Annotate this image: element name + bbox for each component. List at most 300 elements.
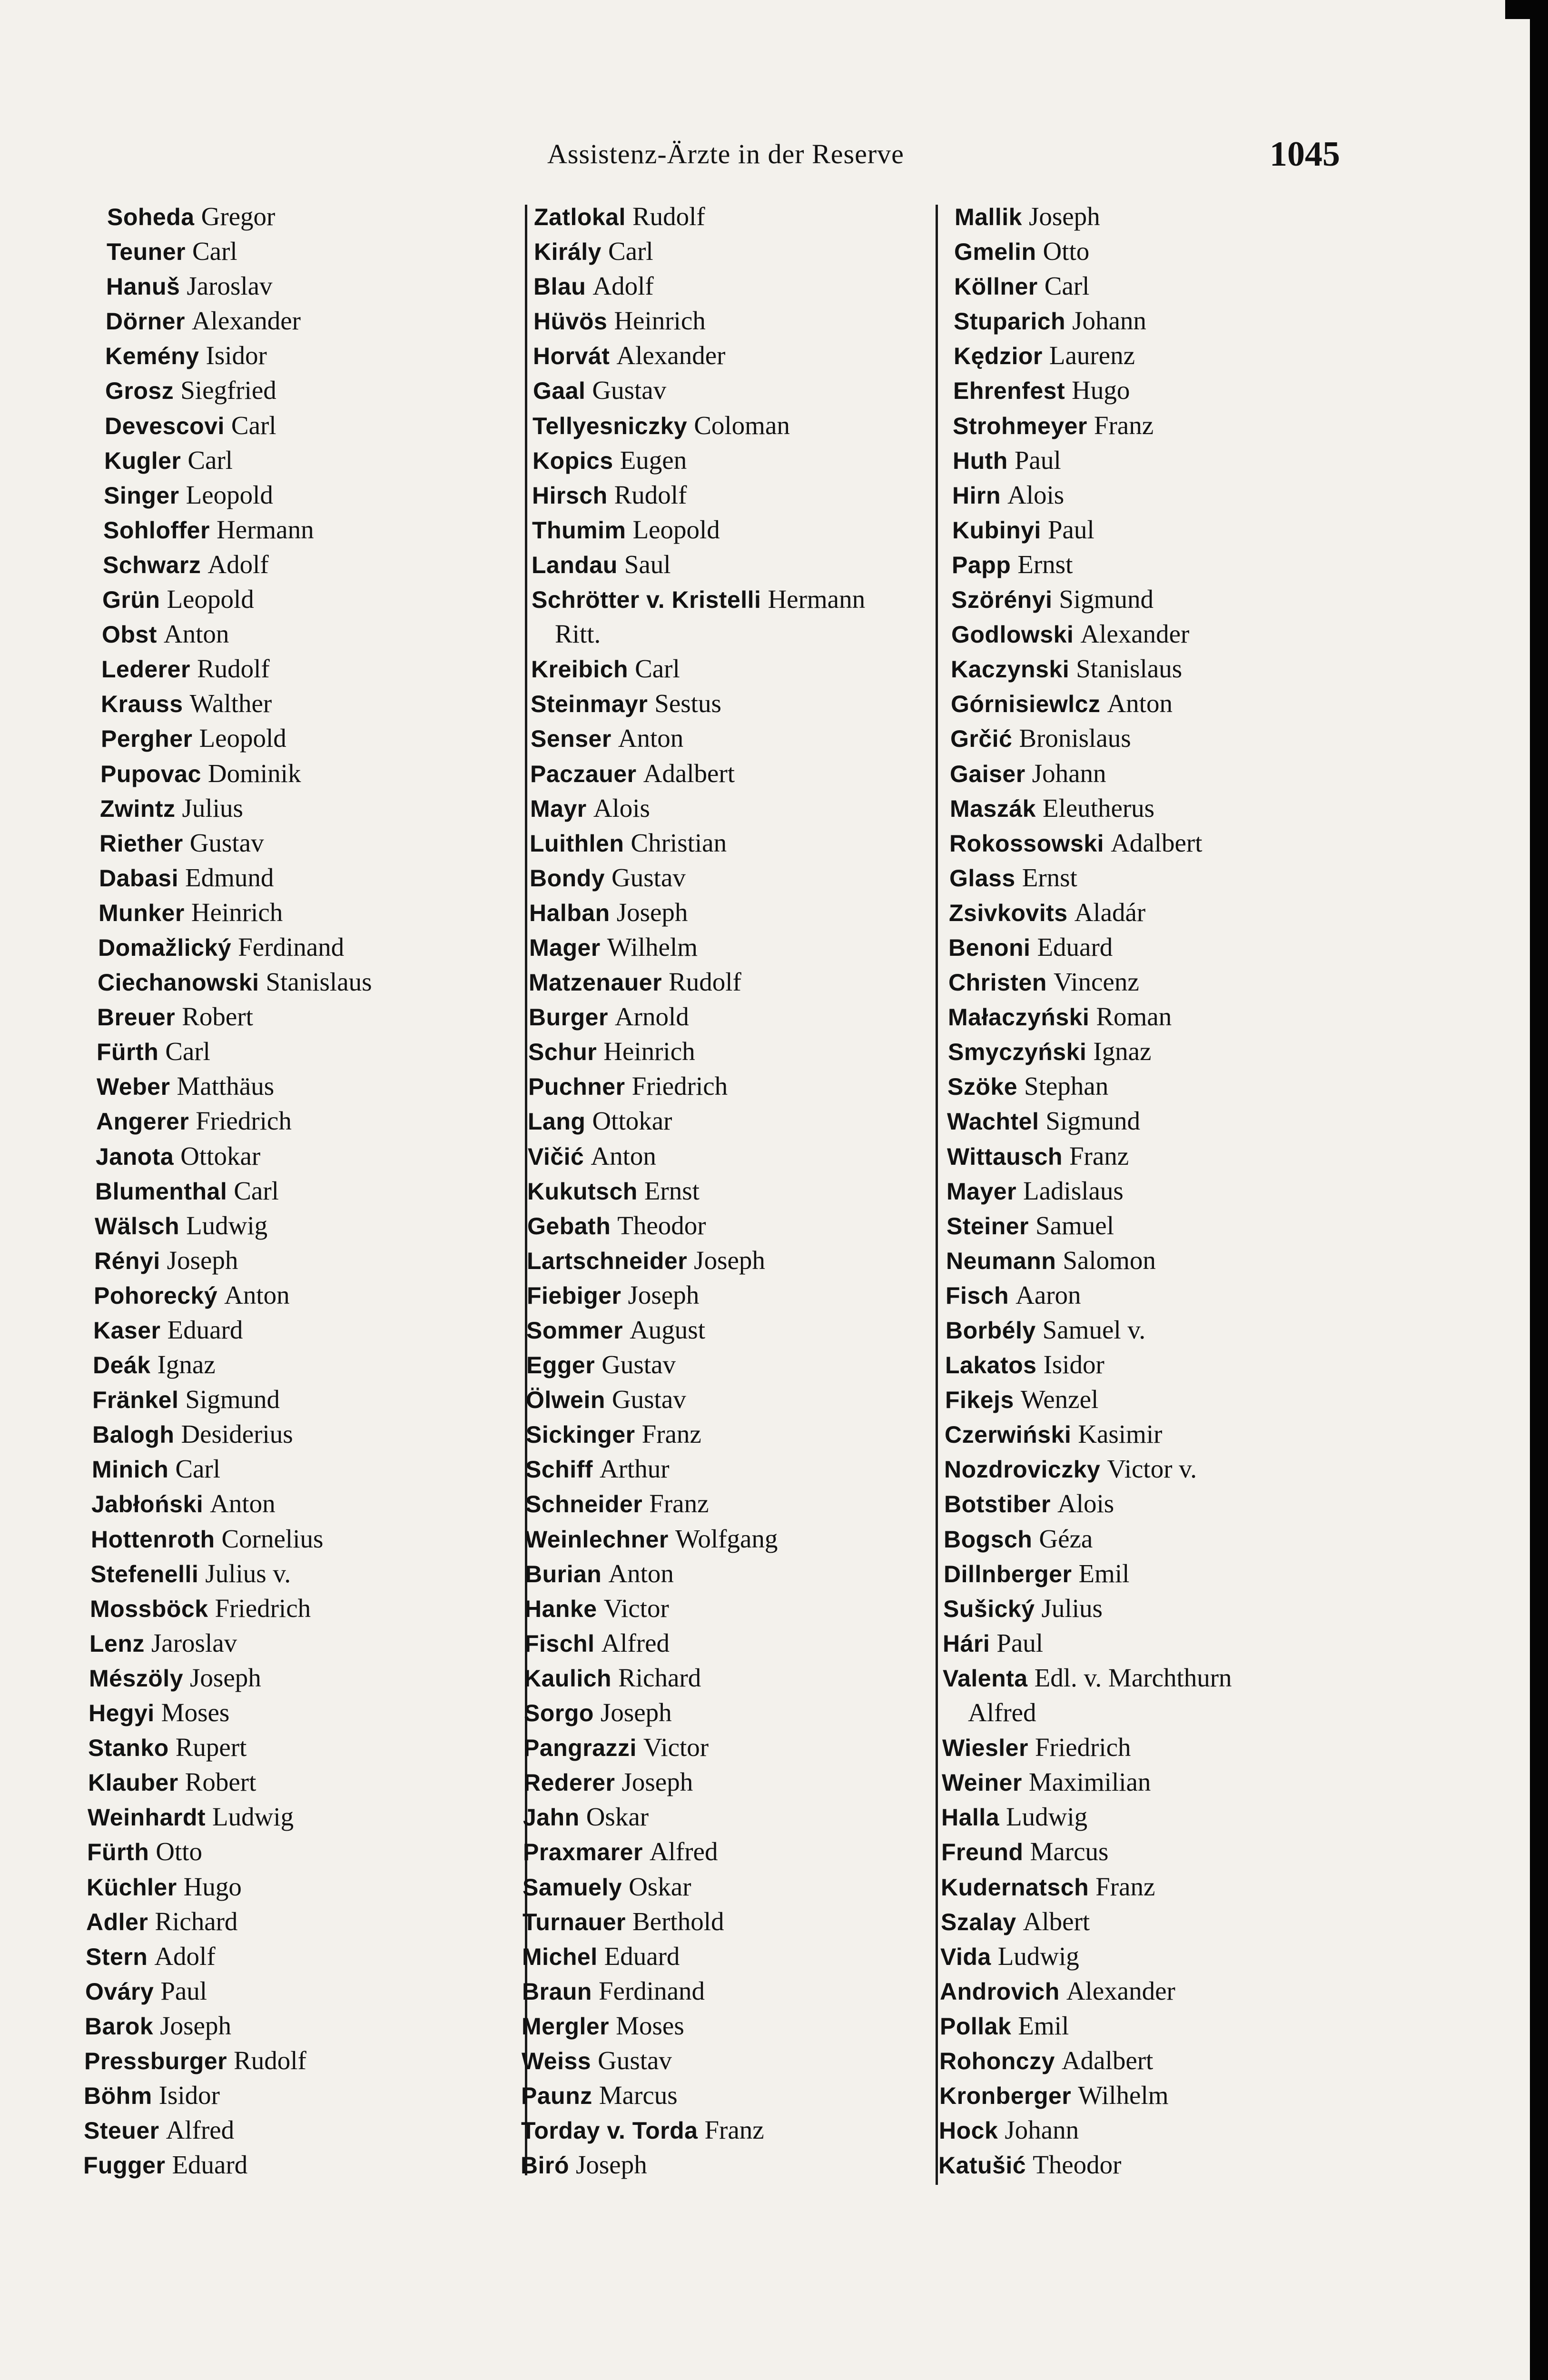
name-entry	[926, 1069, 1504, 1103]
name-entry	[513, 1069, 937, 1103]
surname: Androvich	[940, 1978, 1060, 2005]
surname: Köllner	[954, 273, 1038, 300]
given-name: Wilhelm	[607, 932, 698, 962]
given-name: Carl	[165, 1037, 210, 1066]
name-entry	[85, 2008, 516, 2043]
given-name: Adolf	[207, 549, 269, 579]
name-entry	[924, 1312, 1504, 1347]
name-entry	[929, 616, 1504, 651]
given-name: Anton	[210, 1489, 276, 1518]
surname: Domažlický	[98, 934, 232, 961]
surname: Luithlen	[530, 830, 624, 857]
surname: Grosz	[105, 377, 174, 405]
given-name: Samuel v.	[1042, 1315, 1146, 1344]
surname: Godlowski	[951, 621, 1074, 648]
surname: Michel	[522, 1943, 598, 1970]
given-name: Johann	[1032, 758, 1106, 788]
name-entry	[509, 1660, 937, 1695]
surname: Bogsch	[944, 1526, 1033, 1553]
surname: Sušický	[943, 1595, 1035, 1622]
name-entry	[507, 1939, 937, 1973]
surname: Breuer	[97, 1004, 176, 1031]
name-entry	[104, 477, 516, 512]
surname: Fränkel	[92, 1387, 179, 1414]
surname: Szörényi	[951, 586, 1053, 614]
given-name: August	[630, 1315, 705, 1344]
surname: Samuely	[523, 1874, 622, 1901]
name-entry	[917, 2043, 1504, 2078]
surname: Klauber	[88, 1769, 178, 1796]
name-entry	[95, 1173, 516, 1208]
name-entry	[94, 1243, 516, 1278]
surname: Mossböck	[90, 1595, 208, 1622]
surname: Pressburger	[84, 2047, 227, 2074]
name-entry	[932, 338, 1504, 373]
name-entry	[516, 651, 937, 686]
name-entry	[104, 443, 516, 477]
surname: Pollak	[940, 2013, 1012, 2040]
surname: Fischl	[524, 1630, 595, 1657]
name-entry	[509, 1626, 937, 1660]
name-entry	[89, 1626, 516, 1660]
given-name: Franz	[1095, 1872, 1155, 1901]
surname: Paunz	[521, 2082, 592, 2110]
given-name: Emil	[1018, 2011, 1069, 2040]
surname: Kubinyi	[952, 516, 1041, 544]
given-name: Jaroslav	[187, 271, 273, 301]
name-entry	[922, 1521, 1504, 1556]
name-entry	[517, 477, 937, 512]
given-name: Jaroslav	[151, 1628, 237, 1657]
surname: Zatlokal	[534, 204, 626, 230]
surname: Barok	[85, 2013, 154, 2040]
name-entry	[920, 1730, 1504, 1765]
given-name: Hugo	[1072, 376, 1130, 405]
given-name: Theodor	[1033, 2150, 1122, 2180]
name-entry	[513, 1103, 937, 1138]
surname: Vida	[940, 1943, 991, 1970]
name-entry	[514, 825, 937, 860]
name-entry	[509, 1695, 937, 1730]
name-entry	[506, 2008, 937, 2043]
surname: Freund	[941, 1839, 1024, 1866]
name-entry	[930, 547, 1504, 582]
surname: Janota	[96, 1143, 174, 1170]
name-entry	[106, 268, 516, 303]
name-entry	[101, 686, 516, 721]
given-name: Aladár	[1074, 897, 1146, 927]
name-entry	[507, 1904, 937, 1939]
given-name: Arnold	[614, 1002, 689, 1031]
given-name: Julius v.	[205, 1558, 291, 1588]
given-name: Carl	[608, 237, 653, 266]
name-entry	[100, 791, 516, 825]
name-entry	[96, 1103, 516, 1138]
surname: Egger	[526, 1352, 595, 1379]
given-name: Desiderius	[181, 1419, 293, 1449]
given-name: Marcus	[599, 2081, 678, 2110]
given-name: Leopold	[167, 585, 254, 614]
name-column-1	[83, 199, 516, 2182]
given-name: Paul	[160, 1976, 207, 2005]
given-name: Berthold	[632, 1906, 724, 1936]
surname: Stern	[86, 1943, 148, 1970]
surname: Rederer	[523, 1769, 615, 1796]
name-entry	[100, 756, 516, 791]
surname: Lederer	[101, 656, 190, 683]
name-entry	[518, 338, 937, 373]
surname: Kreibich	[531, 656, 629, 683]
surname: Sommer	[526, 1317, 623, 1344]
surname: Angerer	[96, 1108, 189, 1135]
surname: Gmelin	[954, 238, 1036, 266]
given-name: Laurenz	[1049, 341, 1135, 370]
surname: Bondy	[530, 864, 605, 892]
given-name: Albert	[1023, 1906, 1090, 1936]
surname: Wiesler	[942, 1735, 1028, 1762]
surname: Sohloffer	[103, 516, 210, 544]
name-entry	[512, 1208, 937, 1243]
name-entry	[925, 1208, 1504, 1243]
given-name: Samuel	[1035, 1210, 1114, 1240]
surname: Praxmarer	[523, 1839, 643, 1866]
surname: Benoni	[948, 934, 1031, 961]
surname: Jahn	[523, 1804, 580, 1831]
given-name: Richard	[155, 1906, 238, 1936]
given-name: Moses	[161, 1698, 230, 1727]
surname: Hári	[943, 1630, 990, 1657]
name-entry	[919, 1904, 1504, 1939]
given-name: Anton	[163, 619, 229, 649]
name-entry	[918, 1939, 1504, 1973]
given-name: Hugo	[183, 1872, 242, 1901]
name-entry	[97, 1034, 516, 1069]
given-name: Gustav	[601, 1350, 676, 1379]
name-entry	[919, 1834, 1504, 1869]
given-name: Franz	[1069, 1141, 1129, 1170]
given-name: Julius	[1041, 1593, 1103, 1623]
name-column-2	[519, 199, 937, 2182]
surname: Hirsch	[532, 482, 608, 509]
surname: Blumenthal	[95, 1178, 227, 1205]
surname: Sorgo	[524, 1700, 594, 1727]
given-name: Cornelius	[221, 1524, 324, 1553]
name-entry	[515, 756, 937, 791]
surname: Küchler	[87, 1874, 177, 1901]
surname: Hirn	[952, 482, 1001, 509]
surname: Hüvös	[533, 308, 608, 335]
surname: Kudernatsch	[941, 1874, 1089, 1901]
surname: Weiner	[942, 1769, 1022, 1796]
given-name: Gustav	[611, 863, 686, 892]
given-name: Joseph	[600, 1698, 672, 1727]
surname: Kukutsch	[527, 1178, 638, 1205]
name-entry	[918, 1973, 1504, 2008]
surname: Ciechanowski	[98, 969, 259, 996]
given-name: Edmund	[185, 863, 274, 892]
given-name: Adalbert	[1061, 2045, 1154, 2075]
page-number: 1045	[1270, 135, 1340, 174]
given-name: Theodor	[617, 1210, 706, 1240]
name-entry	[105, 338, 516, 373]
given-name: Paul	[996, 1628, 1044, 1657]
given-name: Salomon	[1063, 1245, 1156, 1275]
name-entry	[917, 2147, 1504, 2182]
surname: Neumann	[946, 1247, 1056, 1274]
surname: Fugger	[83, 2152, 166, 2179]
given-name: Maximilian	[1028, 1767, 1151, 1797]
name-entry	[926, 1034, 1504, 1069]
surname: Rokossowski	[949, 830, 1104, 857]
name-entry	[514, 895, 937, 930]
name-entry	[93, 1347, 516, 1382]
surname: Steinmayr	[531, 691, 648, 718]
given-name: Gustav	[189, 828, 264, 857]
name-entry	[513, 964, 937, 999]
name-entry	[84, 2078, 516, 2112]
name-entry	[927, 895, 1504, 930]
given-name: Matthäus	[177, 1071, 275, 1101]
name-entry	[107, 234, 516, 268]
given-name: Johann	[1005, 2115, 1079, 2145]
name-entry	[513, 999, 937, 1034]
given-name: Sigmund	[1059, 585, 1154, 614]
name-entry	[509, 1591, 937, 1626]
given-name: Heinrich	[603, 1037, 695, 1066]
given-name: Joseph	[628, 1280, 700, 1309]
surname: Horvát	[533, 343, 610, 370]
surname: Minich	[92, 1456, 169, 1483]
name-entry	[96, 1139, 516, 1173]
name-entry	[919, 1799, 1504, 1834]
surname: Zwintz	[100, 795, 176, 822]
surname: Kaczynski	[951, 656, 1070, 683]
given-name: Rudolf	[234, 2045, 306, 2075]
given-name: Gustav	[592, 376, 667, 405]
surname: Senser	[531, 725, 611, 753]
name-column-3	[933, 199, 1504, 2182]
surname: Hanuš	[106, 273, 180, 300]
surname: Teuner	[107, 238, 186, 266]
name-entry	[919, 1869, 1504, 1904]
name-entry	[511, 1312, 937, 1347]
surname: Schwarz	[103, 551, 201, 578]
given-name: Alexander	[1066, 1976, 1175, 2005]
surname: Papp	[952, 551, 1011, 578]
given-name: Marcus	[1030, 1837, 1109, 1866]
given-name: Leopold	[199, 724, 286, 753]
given-name: Paul	[1014, 445, 1061, 475]
name-entry	[928, 791, 1504, 825]
given-name: Oskar	[629, 1872, 691, 1901]
surname: Steuer	[84, 2117, 159, 2144]
given-name: Stanislaus	[266, 967, 372, 997]
name-entry	[921, 1626, 1504, 1660]
name-entry	[927, 964, 1504, 999]
name-entry	[89, 1695, 516, 1730]
name-entry	[932, 234, 1504, 268]
given-name: Isidor	[158, 2081, 220, 2110]
surname: Szalay	[941, 1908, 1016, 1935]
name-entry	[927, 860, 1504, 895]
given-name: Franz	[649, 1489, 709, 1518]
surname: Munker	[99, 899, 185, 926]
given-name: Alois	[1007, 480, 1065, 509]
surname: Matzenauer	[529, 969, 662, 996]
given-name: Eduard	[1037, 932, 1113, 962]
name-entry	[519, 199, 937, 234]
given-name: Rudolf	[614, 480, 687, 509]
surname: Fiebiger	[527, 1282, 621, 1309]
given-name: Carl	[187, 445, 233, 475]
surname: Mergler	[522, 2013, 610, 2040]
given-name: Julius	[182, 793, 243, 823]
given-name: Stanislaus	[1076, 654, 1183, 684]
given-name: Anton	[1107, 689, 1173, 718]
given-name: Alois	[593, 793, 650, 823]
name-entry	[922, 1486, 1504, 1521]
surname: Ölwein	[526, 1387, 605, 1414]
name-entry	[86, 1904, 516, 1939]
running-head: Assistenz-Ärzte in der Reserve	[547, 139, 904, 169]
given-name: Victor	[643, 1733, 709, 1762]
given-name: Adalbert	[643, 758, 735, 788]
name-entry	[517, 408, 937, 443]
surname: Puchner	[528, 1073, 625, 1101]
surname: Nozdroviczky	[944, 1456, 1101, 1483]
name-entry	[90, 1591, 516, 1626]
given-name: Dominik	[207, 758, 301, 788]
name-entry	[931, 373, 1504, 407]
surname: Ehrenfest	[953, 377, 1065, 405]
given-name: Oskar	[586, 1802, 649, 1832]
given-name: Isidor	[206, 341, 267, 370]
name-entry	[508, 1834, 937, 1869]
surname: Landau	[532, 551, 618, 578]
surname: Adler	[86, 1908, 148, 1935]
given-name: Carl	[231, 410, 276, 440]
name-entry	[926, 999, 1504, 1034]
surname: Krauss	[101, 691, 183, 718]
given-name: Aaron	[1016, 1280, 1081, 1309]
given-name: Rudolf	[197, 654, 270, 684]
surname: Devescovi	[105, 412, 225, 439]
given-name: Edl. v. Marchthurn	[1034, 1663, 1232, 1692]
name-entry	[510, 1556, 937, 1591]
given-name: Alfred	[601, 1628, 670, 1657]
given-name: Christian	[631, 828, 727, 857]
name-entry	[507, 1869, 937, 1904]
surname: Weinlechner	[525, 1526, 669, 1553]
name-entry	[98, 930, 516, 964]
surname: Thumim	[532, 516, 626, 544]
surname: Weinhardt	[88, 1804, 206, 1831]
surname: Katušić	[938, 2152, 1026, 2179]
surname: Lang	[528, 1108, 586, 1135]
name-entry	[928, 721, 1504, 755]
given-name: Anton	[608, 1558, 674, 1588]
surname: Blau	[533, 273, 586, 300]
surname: Király	[534, 238, 601, 266]
name-entry	[92, 1417, 516, 1451]
given-name: Carl	[234, 1176, 279, 1205]
surname: Pergher	[101, 725, 193, 753]
given-name: Carl	[175, 1454, 221, 1484]
surname: Wachtel	[947, 1108, 1039, 1135]
given-name: Joseph	[694, 1245, 765, 1275]
surname: Kaser	[93, 1317, 161, 1344]
name-entry	[508, 1799, 937, 1834]
name-entry	[99, 825, 516, 860]
surname: Pangrazzi	[523, 1735, 637, 1762]
surname: Mészöly	[89, 1665, 184, 1692]
name-entry	[927, 825, 1504, 860]
surname: Burian	[525, 1560, 602, 1587]
given-name: Alexander	[191, 306, 301, 336]
page-header	[0, 135, 1548, 181]
surname: Kugler	[104, 447, 181, 474]
given-name: Gregor	[201, 202, 276, 231]
page-corner-shadow	[1505, 0, 1548, 19]
name-entry	[97, 1069, 516, 1103]
name-entry	[917, 2078, 1504, 2112]
given-name: Carl	[192, 237, 237, 266]
given-name: Joseph	[616, 897, 688, 927]
name-entry	[101, 721, 516, 755]
surname: Stefenelli	[90, 1560, 199, 1587]
name-entry	[515, 721, 937, 755]
given-name: Joseph	[621, 1767, 693, 1797]
surname: Kronberger	[939, 2082, 1072, 2110]
given-name: Alexander	[1080, 619, 1190, 649]
surname: Dabasi	[99, 864, 178, 892]
name-entry	[93, 1312, 516, 1347]
given-name: Eduard	[172, 2150, 248, 2180]
surname: Braun	[522, 1978, 592, 2005]
given-name: Sigmund	[185, 1385, 280, 1414]
name-entry	[925, 1103, 1504, 1138]
surname: Glass	[949, 864, 1016, 892]
given-name: Ernst	[1017, 549, 1073, 579]
given-name: Eduard	[604, 1941, 680, 1971]
surname: Małaczyński	[948, 1004, 1090, 1031]
surname: Gaiser	[950, 760, 1025, 787]
given-name: Franz	[641, 1419, 701, 1449]
given-name: Friedrich	[196, 1106, 292, 1136]
given-name: Ritt.	[555, 619, 601, 649]
name-entry	[507, 1973, 937, 2008]
surname: Pohorecký	[94, 1282, 218, 1309]
name-entry	[88, 1730, 516, 1765]
name-entry	[506, 2078, 937, 2112]
surname: Fürth	[87, 1839, 149, 1866]
given-name: Adolf	[592, 271, 654, 301]
name-entry	[519, 234, 937, 268]
name-entry	[932, 303, 1504, 338]
given-name: Adalbert	[1111, 828, 1203, 857]
surname: Hottenroth	[91, 1526, 215, 1553]
name-entry	[87, 1869, 516, 1904]
surname: Burger	[529, 1004, 608, 1031]
given-name: Wilhelm	[1078, 2081, 1169, 2110]
given-name: Coloman	[694, 410, 790, 440]
surname: Smyczyński	[948, 1039, 1087, 1066]
surname: Stanko	[88, 1735, 169, 1762]
surname: Paczauer	[530, 760, 637, 787]
surname: Obst	[102, 621, 157, 648]
surname: Jabłoński	[91, 1491, 204, 1518]
given-name: Alexander	[616, 341, 726, 370]
